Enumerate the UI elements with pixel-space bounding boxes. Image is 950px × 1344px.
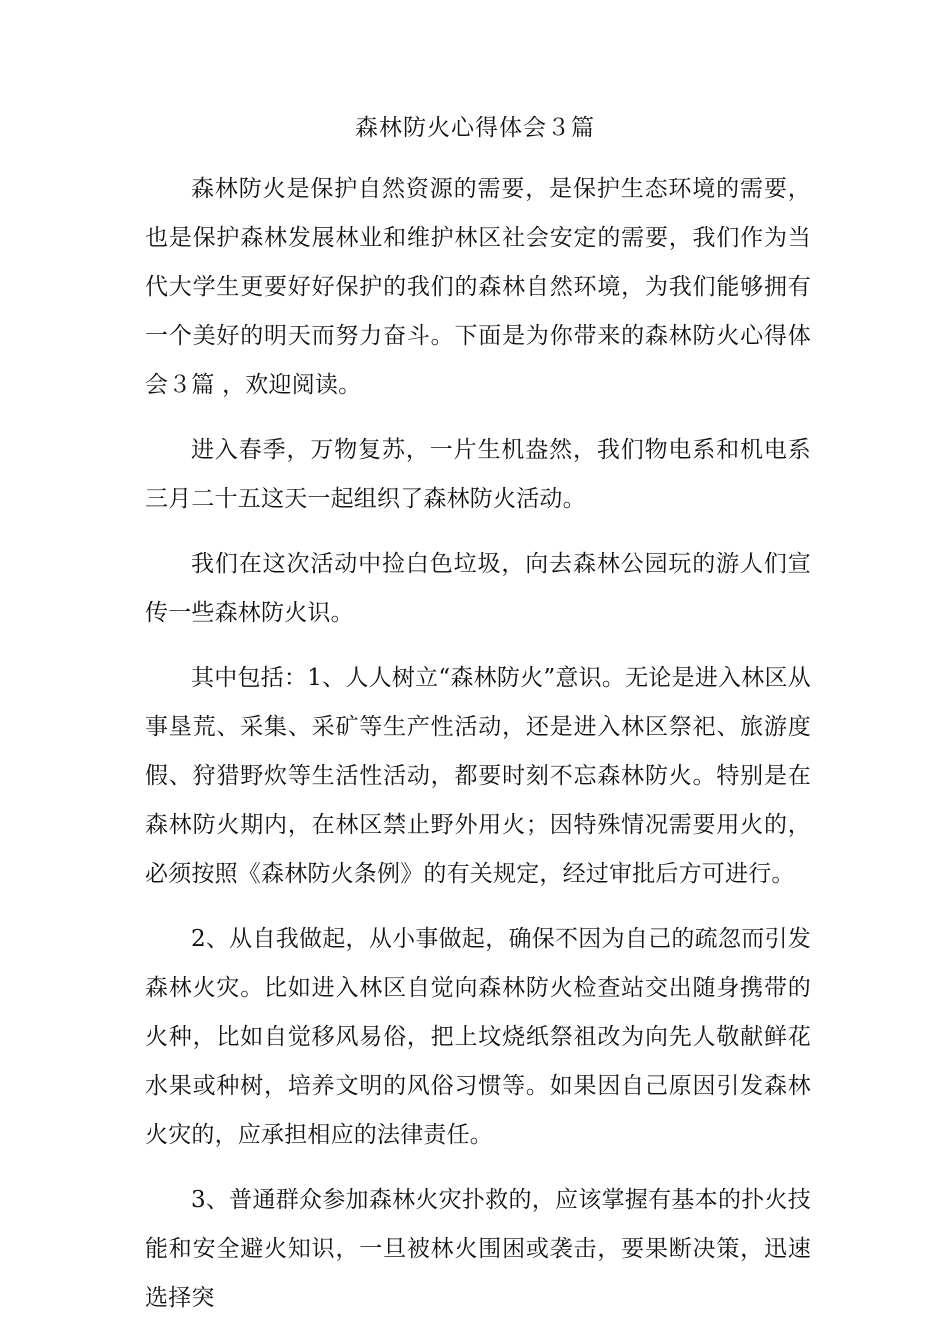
document-title: 森林防火心得体会３篇 [355, 115, 595, 141]
paragraph-cleanup: 我们在这次活动中捡白色垃圾，向去森林公园玩的游人们宣传一些森林防火识。 [145, 551, 811, 626]
paragraph-point-2: 2、从自我做起，从小事做起，确保不因为自己的疏忽而引发森林火灾。比如进入林区自觉向森林防火检查站交出随身携带的火种，比如自觉移风易俗，把上坟烧纸祭祖改为向先人敬献鲜花水果或种树，培养文明的风俗习惯等。如果因自己原因引发森林火灾的，应承担相应的法律责任。 [145, 926, 811, 1148]
paragraph-intro: 森林防火是保护自然资源的需要，是保护生态环境的需要，也是保护森林发展林业和维护林区社会安定的需要，我们作为当代大学生更要好好保护的我们的森林自然环境，为我们能够拥有一个美好的明天而努力奋斗。下面是为你带来的森林防火心得体会３篇 ，欢迎阅读。 [145, 176, 811, 398]
paragraph-point-3: 3、普通群众参加森林火灾扑救的，应该掌握有基本的扑火技能和安全避火知识，一旦被林火围困或袭击，要果断决策，迅速选择突 [145, 1187, 811, 1311]
paragraph-spring-activity: 进入春季，万物复苏，一片生机盎然，我们物电系和机电系三月二十五这天一起组织了森林防火活动。 [145, 437, 811, 512]
paragraph-point-1: 其中包括：1、人人树立“森林防火”意识。无论是进入林区从事垦荒、采集、采矿等生产性活动，还是进入林区祭祀、旅游度假、狩猎野炊等生活性活动，都要时刻不忘森林防火。特别是在森林防火期内，在林区禁止野外用火；因特殊情况需要用火的，必须按照《森林防火条例》的有关规定，经过审批后方可进行。 [145, 665, 811, 887]
document-body [145, 165, 811, 1339]
